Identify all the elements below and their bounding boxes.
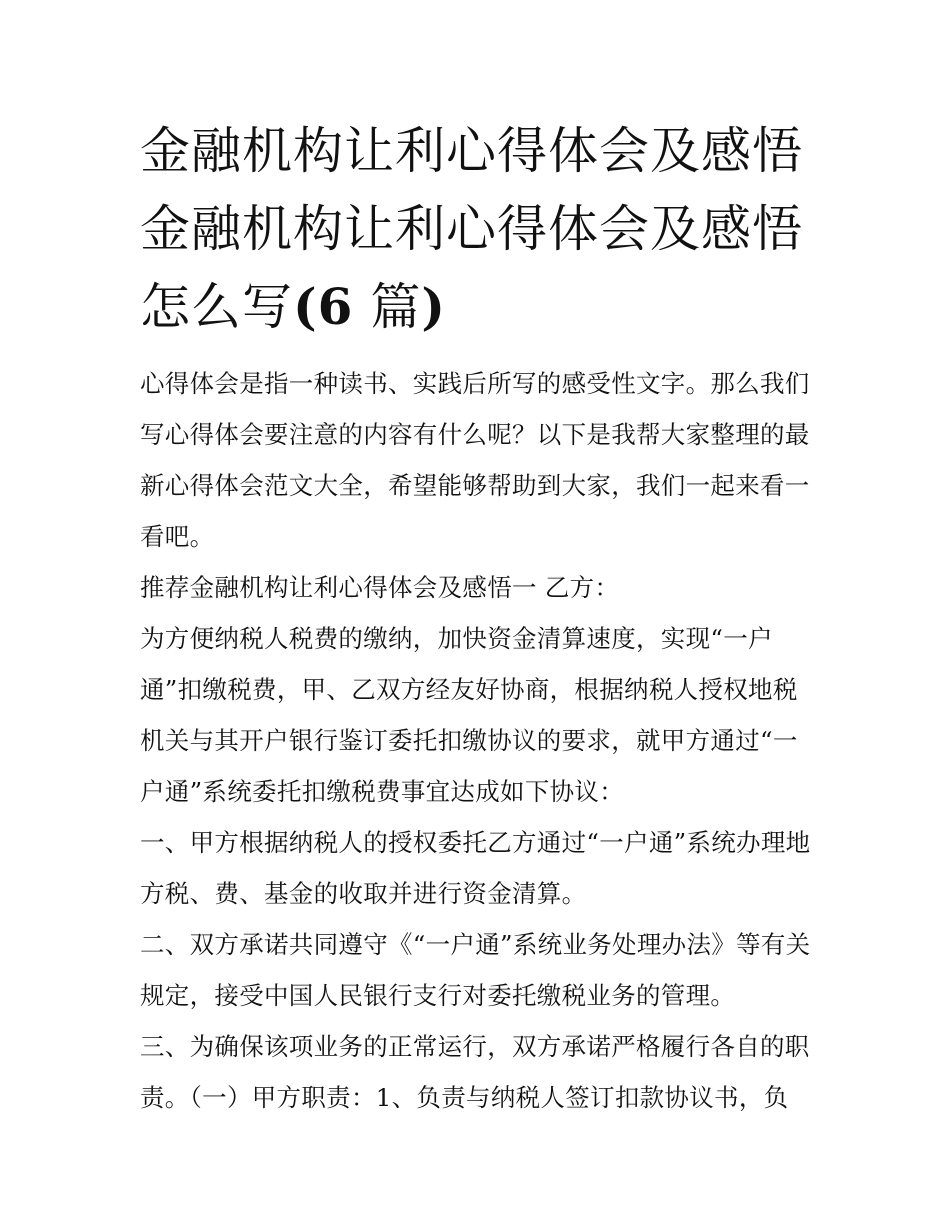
paragraph-line: 通”扣缴税费，甲、乙双方经友好协商，根据纳税人授权地税: [140, 675, 798, 704]
paragraph-line: 二、双方承诺共同遵守《“一户通”系统业务处理办法》等有关: [140, 930, 811, 959]
paragraph-line: 规定，接受中国人民银行支行对委托缴税业务的管理。: [140, 981, 736, 1010]
paragraph-line: 方税、费、基金的收取并进行资金清算。: [140, 879, 587, 908]
section-heading-paragraph: [140, 562, 820, 613]
paragraph-line: 户通”系统委托扣缴税费事宜达成如下协议：: [140, 777, 625, 806]
title-line-3-unit: 篇: [353, 278, 422, 336]
agreement-preamble-paragraph: [140, 613, 820, 817]
paragraph-line: 机关与其开户银行鉴订委托扣缴协议的要求，就甲方通过“一: [140, 726, 798, 755]
document-title: [140, 112, 820, 346]
paragraph-line: 三、为确保该项业务的正常运行，双方承诺严格履行各自的职: [140, 1032, 810, 1061]
title-line-1: 金融机构让利心得体会及感悟: [140, 122, 803, 180]
paragraph-line: 推荐金融机构让利心得体会及感悟一 乙方：: [140, 573, 620, 602]
document-page: [140, 112, 820, 1123]
clause-three-paragraph: [140, 1021, 820, 1123]
paragraph-line: 新心得体会范文大全，希望能够帮助到大家，我们一起来看一: [140, 471, 810, 500]
title-line-3: [140, 268, 820, 346]
title-line-3-close: ): [421, 277, 447, 336]
clause-one-paragraph: [140, 817, 820, 919]
paragraph-line: 写心得体会要注意的内容有什么呢？以下是我帮大家整理的最: [140, 420, 810, 449]
clause-two-paragraph: [140, 919, 820, 1021]
paragraph-line: 心得体会是指一种读书、实践后所写的感受性文字。那么我们: [140, 369, 810, 398]
paragraph-line: 一、甲方根据纳税人的授权委托乙方通过“一户通”系统办理地: [140, 828, 811, 857]
title-line-3-prefix: 怎么写: [140, 278, 293, 336]
title-line-3-count: (6: [293, 277, 354, 336]
title-line-2: 金融机构让利心得体会及感悟: [140, 200, 803, 258]
paragraph-line: 为方便纳税人税费的缴纳，加快资金清算速度，实现“一户: [140, 624, 773, 653]
paragraph-line: 责。（一）甲方职责：1、负责与纳税人签订扣款协议书，负: [140, 1083, 789, 1112]
paragraph-line: 看吧。: [140, 522, 215, 551]
intro-paragraph: [140, 358, 820, 562]
